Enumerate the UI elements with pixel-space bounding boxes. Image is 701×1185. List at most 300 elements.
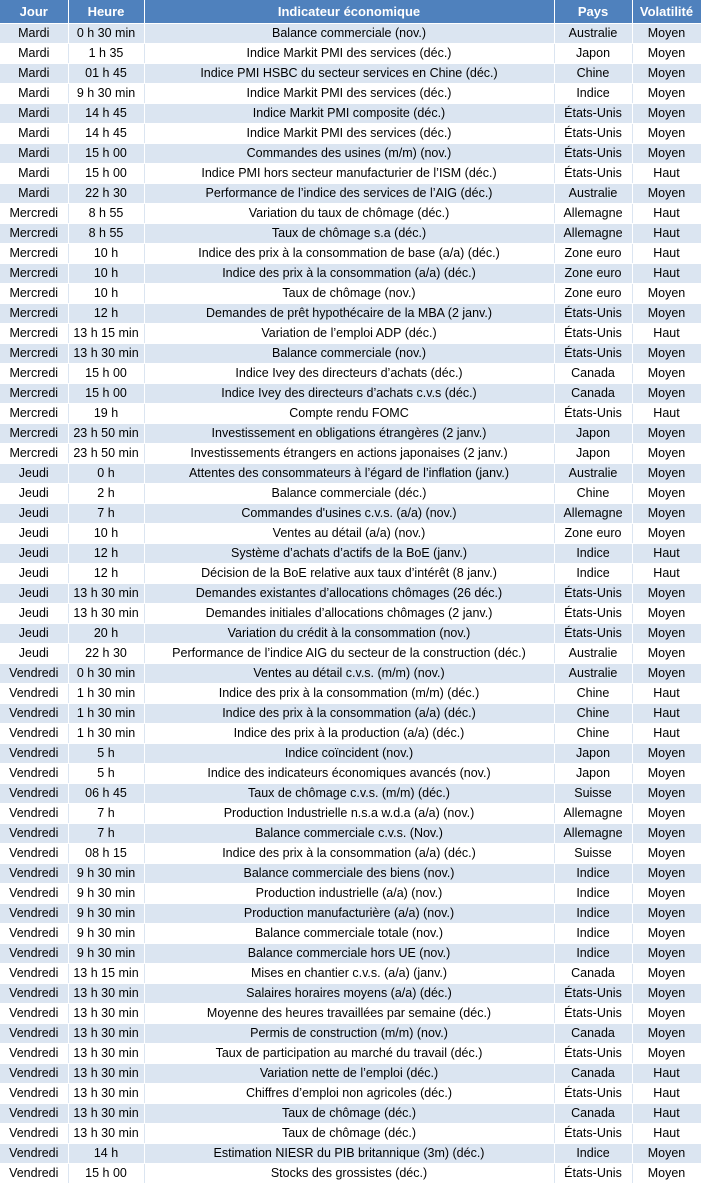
cell-day: Mercredi xyxy=(0,264,68,284)
cell-volatility: Moyen xyxy=(632,904,701,924)
cell-time: 23 h 50 min xyxy=(68,444,144,464)
cell-time: 15 h 00 xyxy=(68,1164,144,1184)
cell-volatility: Moyen xyxy=(632,44,701,64)
cell-day: Mercredi xyxy=(0,424,68,444)
cell-time: 19 h xyxy=(68,404,144,424)
table-row xyxy=(0,544,701,564)
table-row xyxy=(0,784,701,804)
cell-time: 15 h 00 xyxy=(68,364,144,384)
cell-time: 01 h 45 xyxy=(68,64,144,84)
table-row xyxy=(0,624,701,644)
cell-day: Jeudi xyxy=(0,644,68,664)
cell-time: 1 h 30 min xyxy=(68,684,144,704)
cell-day: Jeudi xyxy=(0,504,68,524)
table-row xyxy=(0,984,701,1004)
cell-time: 13 h 30 min xyxy=(68,984,144,1004)
cell-volatility: Moyen xyxy=(632,664,701,684)
cell-day: Mardi xyxy=(0,124,68,144)
cell-country: Canada xyxy=(554,364,632,384)
cell-volatility: Moyen xyxy=(632,464,701,484)
cell-volatility: Moyen xyxy=(632,764,701,784)
cell-day: Jeudi xyxy=(0,604,68,624)
cell-volatility: Moyen xyxy=(632,1004,701,1024)
cell-volatility: Moyen xyxy=(632,844,701,864)
table-row xyxy=(0,404,701,424)
cell-time: 0 h 30 min xyxy=(68,664,144,684)
cell-country: États-Unis xyxy=(554,624,632,644)
cell-volatility: Moyen xyxy=(632,584,701,604)
cell-day: Mercredi xyxy=(0,304,68,324)
cell-volatility: Moyen xyxy=(632,884,701,904)
cell-indicator: Balance commerciale c.v.s. (Nov.) xyxy=(144,824,554,844)
cell-time: 15 h 00 xyxy=(68,384,144,404)
cell-time: 7 h xyxy=(68,804,144,824)
cell-country: Japon xyxy=(554,744,632,764)
cell-country: Chine xyxy=(554,684,632,704)
cell-indicator: Variation nette de l’emploi (déc.) xyxy=(144,1064,554,1084)
table-row xyxy=(0,1064,701,1084)
table-row xyxy=(0,344,701,364)
cell-volatility: Haut xyxy=(632,1084,701,1104)
table-row xyxy=(0,124,701,144)
table-row xyxy=(0,1164,701,1184)
cell-country: États-Unis xyxy=(554,324,632,344)
cell-day: Vendredi xyxy=(0,744,68,764)
cell-country: États-Unis xyxy=(554,604,632,624)
cell-day: Mercredi xyxy=(0,284,68,304)
cell-country: Allemagne xyxy=(554,224,632,244)
cell-indicator: Indice coïncident (nov.) xyxy=(144,744,554,764)
cell-country: Chine xyxy=(554,704,632,724)
cell-time: 13 h 30 min xyxy=(68,1104,144,1124)
column-header-indicator: Indicateur économique xyxy=(144,0,554,24)
cell-volatility: Moyen xyxy=(632,104,701,124)
cell-volatility: Moyen xyxy=(632,424,701,444)
cell-volatility: Moyen xyxy=(632,24,701,44)
header-row xyxy=(0,0,701,24)
cell-time: 13 h 30 min xyxy=(68,1004,144,1024)
cell-volatility: Moyen xyxy=(632,504,701,524)
cell-time: 14 h 45 xyxy=(68,124,144,144)
cell-country: Allemagne xyxy=(554,504,632,524)
cell-country: États-Unis xyxy=(554,1164,632,1184)
cell-time: 1 h 35 xyxy=(68,44,144,64)
cell-volatility: Haut xyxy=(632,724,701,744)
cell-day: Mercredi xyxy=(0,324,68,344)
cell-time: 9 h 30 min xyxy=(68,924,144,944)
cell-day: Vendredi xyxy=(0,784,68,804)
cell-country: États-Unis xyxy=(554,344,632,364)
cell-time: 10 h xyxy=(68,284,144,304)
cell-country: Indice xyxy=(554,884,632,904)
cell-indicator: Balance commerciale (nov.) xyxy=(144,24,554,44)
table-row xyxy=(0,724,701,744)
table-row xyxy=(0,884,701,904)
cell-volatility: Haut xyxy=(632,1104,701,1124)
cell-volatility: Moyen xyxy=(632,64,701,84)
cell-day: Jeudi xyxy=(0,564,68,584)
cell-indicator: Indice des prix à la consommation (a/a) (déc.) xyxy=(144,844,554,864)
cell-day: Jeudi xyxy=(0,524,68,544)
table-row xyxy=(0,1084,701,1104)
cell-day: Vendredi xyxy=(0,1104,68,1124)
cell-volatility: Moyen xyxy=(632,644,701,664)
table-row xyxy=(0,964,701,984)
cell-day: Mardi xyxy=(0,64,68,84)
cell-indicator: Ventes au détail c.v.s. (m/m) (nov.) xyxy=(144,664,554,684)
cell-indicator: Variation du taux de chômage (déc.) xyxy=(144,204,554,224)
cell-indicator: Indice des indicateurs économiques avancés (nov.) xyxy=(144,764,554,784)
cell-indicator: Indice Ivey des directeurs d’achats c.v.s (déc.) xyxy=(144,384,554,404)
cell-indicator: Attentes des consommateurs à l’égard de l’inflation (janv.) xyxy=(144,464,554,484)
cell-indicator: Moyenne des heures travaillées par semaine (déc.) xyxy=(144,1004,554,1024)
cell-volatility: Haut xyxy=(632,404,701,424)
table-body xyxy=(0,24,701,1184)
table-row xyxy=(0,1104,701,1124)
cell-country: Japon xyxy=(554,764,632,784)
cell-time: 9 h 30 min xyxy=(68,864,144,884)
cell-volatility: Haut xyxy=(632,164,701,184)
cell-time: 8 h 55 xyxy=(68,224,144,244)
cell-indicator: Investissements étrangers en actions japonaises (2 janv.) xyxy=(144,444,554,464)
table-row xyxy=(0,24,701,44)
table-row xyxy=(0,484,701,504)
cell-country: Japon xyxy=(554,444,632,464)
cell-volatility: Moyen xyxy=(632,1024,701,1044)
table-row xyxy=(0,644,701,664)
table-row xyxy=(0,444,701,464)
table-row xyxy=(0,204,701,224)
cell-indicator: Indice PMI HSBC du secteur services en Chine (déc.) xyxy=(144,64,554,84)
cell-volatility: Moyen xyxy=(632,744,701,764)
cell-day: Vendredi xyxy=(0,804,68,824)
cell-day: Vendredi xyxy=(0,844,68,864)
cell-time: 10 h xyxy=(68,244,144,264)
cell-day: Mercredi xyxy=(0,384,68,404)
cell-indicator: Performance de l’indice AIG du secteur de la construction (déc.) xyxy=(144,644,554,664)
cell-day: Mercredi xyxy=(0,224,68,244)
cell-day: Jeudi xyxy=(0,464,68,484)
cell-day: Mardi xyxy=(0,44,68,64)
cell-day: Mardi xyxy=(0,24,68,44)
table-row xyxy=(0,604,701,624)
cell-volatility: Haut xyxy=(632,1064,701,1084)
cell-indicator: Production Industrielle n.s.a w.d.a (a/a) (nov.) xyxy=(144,804,554,824)
cell-time: 7 h xyxy=(68,504,144,524)
cell-indicator: Taux de chômage c.v.s. (m/m) (déc.) xyxy=(144,784,554,804)
cell-volatility: Moyen xyxy=(632,444,701,464)
cell-country: Chine xyxy=(554,724,632,744)
cell-country: Zone euro xyxy=(554,284,632,304)
cell-volatility: Moyen xyxy=(632,944,701,964)
cell-indicator: Performance de l’indice des services de l’AIG (déc.) xyxy=(144,184,554,204)
cell-volatility: Haut xyxy=(632,564,701,584)
cell-country: États-Unis xyxy=(554,404,632,424)
cell-day: Vendredi xyxy=(0,764,68,784)
cell-day: Vendredi xyxy=(0,1084,68,1104)
cell-country: Canada xyxy=(554,384,632,404)
cell-time: 5 h xyxy=(68,744,144,764)
cell-indicator: Taux de chômage s.a (déc.) xyxy=(144,224,554,244)
cell-volatility: Moyen xyxy=(632,784,701,804)
cell-time: 9 h 30 min xyxy=(68,944,144,964)
table-row xyxy=(0,104,701,124)
cell-volatility: Moyen xyxy=(632,364,701,384)
cell-time: 13 h 30 min xyxy=(68,1084,144,1104)
cell-country: Japon xyxy=(554,424,632,444)
table-row xyxy=(0,284,701,304)
cell-volatility: Moyen xyxy=(632,184,701,204)
cell-indicator: Décision de la BoE relative aux taux d’intérêt (8 janv.) xyxy=(144,564,554,584)
cell-volatility: Haut xyxy=(632,244,701,264)
cell-day: Vendredi xyxy=(0,664,68,684)
cell-country: Allemagne xyxy=(554,824,632,844)
cell-day: Mercredi xyxy=(0,204,68,224)
cell-day: Vendredi xyxy=(0,924,68,944)
cell-day: Mercredi xyxy=(0,344,68,364)
cell-volatility: Haut xyxy=(632,704,701,724)
cell-country: Indice xyxy=(554,864,632,884)
cell-indicator: Indice des prix à la consommation (m/m) (déc.) xyxy=(144,684,554,704)
table-row xyxy=(0,384,701,404)
cell-country: États-Unis xyxy=(554,1084,632,1104)
column-header-day: Jour xyxy=(0,0,68,24)
cell-day: Mercredi xyxy=(0,364,68,384)
table-row xyxy=(0,304,701,324)
cell-day: Mardi xyxy=(0,184,68,204)
cell-day: Jeudi xyxy=(0,484,68,504)
cell-indicator: Indice Ivey des directeurs d’achats (déc.) xyxy=(144,364,554,384)
cell-country: États-Unis xyxy=(554,124,632,144)
cell-day: Vendredi xyxy=(0,984,68,1004)
cell-volatility: Moyen xyxy=(632,344,701,364)
cell-indicator: Indice Markit PMI des services (déc.) xyxy=(144,44,554,64)
cell-time: 14 h xyxy=(68,1144,144,1164)
cell-time: 13 h 30 min xyxy=(68,1024,144,1044)
cell-country: Chine xyxy=(554,484,632,504)
cell-volatility: Moyen xyxy=(632,524,701,544)
cell-indicator: Variation du crédit à la consommation (nov.) xyxy=(144,624,554,644)
cell-day: Vendredi xyxy=(0,1044,68,1064)
table-row xyxy=(0,504,701,524)
cell-country: États-Unis xyxy=(554,584,632,604)
cell-indicator: Indice Markit PMI composite (déc.) xyxy=(144,104,554,124)
cell-country: Indice xyxy=(554,564,632,584)
cell-volatility: Moyen xyxy=(632,84,701,104)
cell-day: Vendredi xyxy=(0,964,68,984)
cell-volatility: Haut xyxy=(632,224,701,244)
cell-day: Vendredi xyxy=(0,684,68,704)
cell-indicator: Chiffres d’emploi non agricoles (déc.) xyxy=(144,1084,554,1104)
cell-volatility: Moyen xyxy=(632,384,701,404)
cell-indicator: Demandes de prêt hypothécaire de la MBA (2 janv.) xyxy=(144,304,554,324)
table-row xyxy=(0,244,701,264)
cell-time: 7 h xyxy=(68,824,144,844)
cell-volatility: Moyen xyxy=(632,124,701,144)
cell-time: 2 h xyxy=(68,484,144,504)
cell-volatility: Moyen xyxy=(632,484,701,504)
cell-country: Australie xyxy=(554,24,632,44)
cell-indicator: Indice des prix à la consommation (a/a) (déc.) xyxy=(144,264,554,284)
table-row xyxy=(0,144,701,164)
cell-day: Vendredi xyxy=(0,704,68,724)
cell-time: 5 h xyxy=(68,764,144,784)
cell-day: Mercredi xyxy=(0,244,68,264)
cell-time: 23 h 50 min xyxy=(68,424,144,444)
cell-indicator: Balance commerciale hors UE (nov.) xyxy=(144,944,554,964)
cell-indicator: Demandes existantes d’allocations chômages (26 déc.) xyxy=(144,584,554,604)
cell-time: 12 h xyxy=(68,564,144,584)
cell-volatility: Moyen xyxy=(632,304,701,324)
cell-country: États-Unis xyxy=(554,984,632,1004)
table-row xyxy=(0,524,701,544)
cell-indicator: Salaires horaires moyens (a/a) (déc.) xyxy=(144,984,554,1004)
cell-day: Vendredi xyxy=(0,1164,68,1184)
cell-time: 15 h 00 xyxy=(68,164,144,184)
cell-day: Vendredi xyxy=(0,724,68,744)
cell-time: 9 h 30 min xyxy=(68,884,144,904)
cell-country: Zone euro xyxy=(554,244,632,264)
cell-time: 12 h xyxy=(68,544,144,564)
table-row xyxy=(0,184,701,204)
table-row xyxy=(0,704,701,724)
cell-day: Mardi xyxy=(0,164,68,184)
cell-indicator: Commandes des usines (m/m) (nov.) xyxy=(144,144,554,164)
cell-time: 9 h 30 min xyxy=(68,84,144,104)
cell-country: Indice xyxy=(554,944,632,964)
cell-indicator: Indice Markit PMI des services (déc.) xyxy=(144,124,554,144)
cell-country: États-Unis xyxy=(554,144,632,164)
table-row xyxy=(0,944,701,964)
table-row xyxy=(0,764,701,784)
cell-indicator: Variation de l’emploi ADP (déc.) xyxy=(144,324,554,344)
cell-indicator: Balance commerciale des biens (nov.) xyxy=(144,864,554,884)
table-row xyxy=(0,844,701,864)
cell-indicator: Investissement en obligations étrangères (2 janv.) xyxy=(144,424,554,444)
cell-country: Australie xyxy=(554,184,632,204)
cell-country: Canada xyxy=(554,1064,632,1084)
cell-day: Jeudi xyxy=(0,584,68,604)
table-row xyxy=(0,64,701,84)
table-row xyxy=(0,744,701,764)
cell-volatility: Moyen xyxy=(632,824,701,844)
cell-indicator: Balance commerciale totale (nov.) xyxy=(144,924,554,944)
cell-country: États-Unis xyxy=(554,304,632,324)
cell-volatility: Moyen xyxy=(632,284,701,304)
column-header-volatility: Volatilité xyxy=(632,0,701,24)
cell-volatility: Moyen xyxy=(632,1144,701,1164)
cell-day: Vendredi xyxy=(0,1124,68,1144)
cell-indicator: Production manufacturière (a/a) (nov.) xyxy=(144,904,554,924)
cell-time: 14 h 45 xyxy=(68,104,144,124)
cell-indicator: Balance commerciale (nov.) xyxy=(144,344,554,364)
cell-volatility: Haut xyxy=(632,324,701,344)
cell-day: Mardi xyxy=(0,104,68,124)
cell-indicator: Balance commerciale (déc.) xyxy=(144,484,554,504)
cell-indicator: Indice PMI hors secteur manufacturier de l’ISM (déc.) xyxy=(144,164,554,184)
cell-volatility: Haut xyxy=(632,204,701,224)
table-row xyxy=(0,904,701,924)
cell-time: 0 h 30 min xyxy=(68,24,144,44)
cell-country: États-Unis xyxy=(554,1124,632,1144)
cell-day: Mercredi xyxy=(0,404,68,424)
cell-indicator: Commandes d'usines c.v.s. (a/a) (nov.) xyxy=(144,504,554,524)
table-row xyxy=(0,664,701,684)
cell-volatility: Moyen xyxy=(632,604,701,624)
cell-time: 15 h 00 xyxy=(68,144,144,164)
cell-volatility: Moyen xyxy=(632,1044,701,1064)
cell-indicator: Indice des prix à la production (a/a) (déc.) xyxy=(144,724,554,744)
cell-country: États-Unis xyxy=(554,1044,632,1064)
cell-volatility: Haut xyxy=(632,544,701,564)
cell-country: Allemagne xyxy=(554,204,632,224)
table-row xyxy=(0,684,701,704)
cell-indicator: Taux de chômage (déc.) xyxy=(144,1124,554,1144)
column-header-country: Pays xyxy=(554,0,632,24)
cell-time: 9 h 30 min xyxy=(68,904,144,924)
table-row xyxy=(0,164,701,184)
cell-volatility: Moyen xyxy=(632,144,701,164)
cell-indicator: Indice des prix à la consommation (a/a) (déc.) xyxy=(144,704,554,724)
cell-time: 13 h 30 min xyxy=(68,584,144,604)
cell-country: Indice xyxy=(554,544,632,564)
cell-indicator: Ventes au détail (a/a) (nov.) xyxy=(144,524,554,544)
cell-day: Vendredi xyxy=(0,1064,68,1084)
cell-time: 22 h 30 xyxy=(68,184,144,204)
cell-time: 13 h 30 min xyxy=(68,1124,144,1144)
cell-time: 10 h xyxy=(68,524,144,544)
cell-country: Suisse xyxy=(554,844,632,864)
cell-day: Vendredi xyxy=(0,944,68,964)
table-row xyxy=(0,1044,701,1064)
cell-indicator: Production industrielle (a/a) (nov.) xyxy=(144,884,554,904)
table-row xyxy=(0,824,701,844)
cell-volatility: Haut xyxy=(632,1124,701,1144)
cell-indicator: Compte rendu FOMC xyxy=(144,404,554,424)
cell-indicator: Estimation NIESR du PIB britannique (3m) (déc.) xyxy=(144,1144,554,1164)
cell-country: Indice xyxy=(554,84,632,104)
cell-country: États-Unis xyxy=(554,104,632,124)
cell-volatility: Haut xyxy=(632,264,701,284)
table-header xyxy=(0,0,701,24)
table-row xyxy=(0,564,701,584)
cell-time: 1 h 30 min xyxy=(68,724,144,744)
cell-country: Indice xyxy=(554,904,632,924)
cell-indicator: Taux de chômage (déc.) xyxy=(144,1104,554,1124)
cell-time: 13 h 15 min xyxy=(68,964,144,984)
cell-day: Jeudi xyxy=(0,624,68,644)
table-row xyxy=(0,584,701,604)
cell-time: 13 h 30 min xyxy=(68,1064,144,1084)
cell-day: Vendredi xyxy=(0,864,68,884)
cell-indicator: Système d’achats d’actifs de la BoE (janv.) xyxy=(144,544,554,564)
cell-time: 20 h xyxy=(68,624,144,644)
cell-volatility: Moyen xyxy=(632,864,701,884)
cell-country: Australie xyxy=(554,464,632,484)
table-row xyxy=(0,264,701,284)
cell-country: États-Unis xyxy=(554,164,632,184)
cell-country: Allemagne xyxy=(554,804,632,824)
table-row xyxy=(0,804,701,824)
cell-indicator: Taux de participation au marché du travail (déc.) xyxy=(144,1044,554,1064)
cell-volatility: Moyen xyxy=(632,804,701,824)
cell-time: 13 h 30 min xyxy=(68,604,144,624)
cell-day: Jeudi xyxy=(0,544,68,564)
cell-country: Zone euro xyxy=(554,524,632,544)
cell-time: 08 h 15 xyxy=(68,844,144,864)
cell-time: 1 h 30 min xyxy=(68,704,144,724)
table-row xyxy=(0,924,701,944)
